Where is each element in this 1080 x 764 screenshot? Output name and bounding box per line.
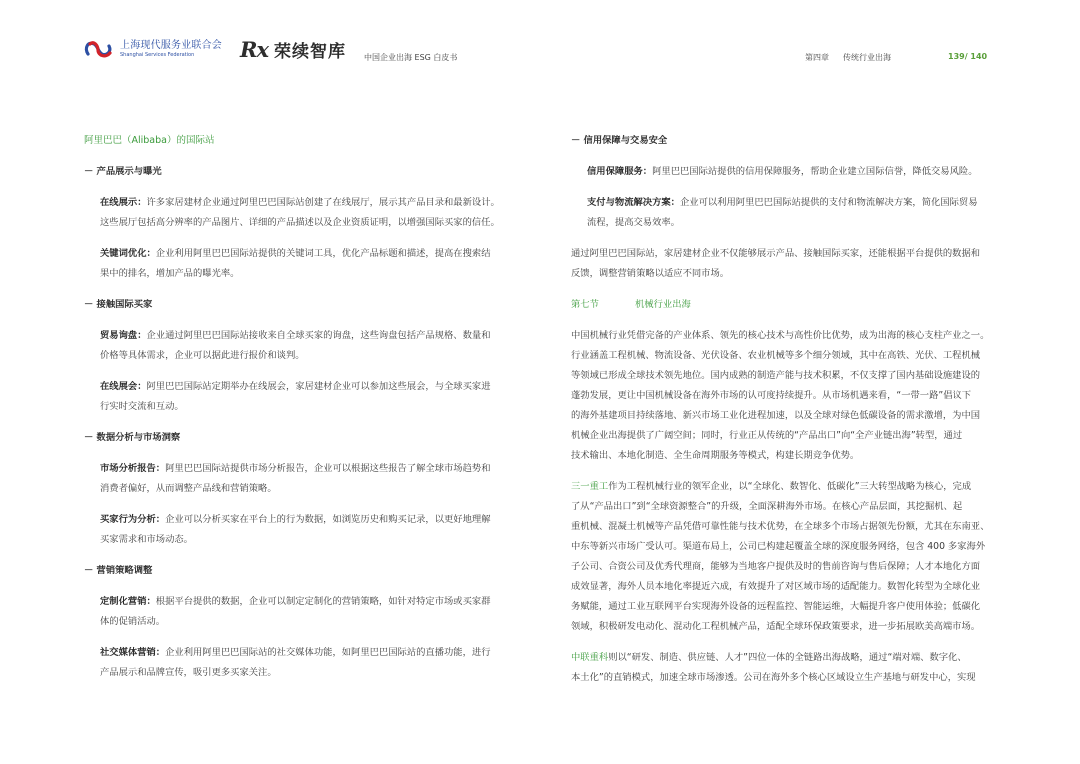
para-credit-service	[571, 162, 1003, 182]
brand-mark: Rx	[240, 36, 268, 62]
label-online-display: 在线展示：	[100, 197, 147, 208]
para-payment-logistics	[571, 193, 1003, 233]
text-line: 务赋能，通过工业互联网平台实现海外设备的远程监控、智能运维，大幅提升客户使用体验；低碳化	[571, 601, 981, 612]
text-line: 体的促销活动。	[100, 616, 166, 627]
text-line: 行实时交流和互动。	[100, 401, 184, 412]
federation-logo	[84, 38, 222, 60]
text-line: 本土化”的直销模式，加速全球市场渗透。公司在海外多个核心区域设立生产基地与研发中心，实现	[571, 672, 976, 683]
section-number: 第七节	[571, 299, 599, 310]
text-line: 企业可以利用阿里巴巴国际站提供的支付和物流解决方案，简化国际贸易	[679, 197, 978, 208]
text-line: 等领域已形成全球技术领先地位。国内成熟的制造产能与技术积累，不仅支撑了国内基础设施建设的	[571, 370, 981, 381]
text-line: 企业通过阿里巴巴国际站接收来自全球买家的询盘，这些询盘包括产品规格、数量和	[146, 330, 491, 341]
text-line: 这些展厅包括高分辨率的产品图片、详细的产品描述以及企业资质证明，以增强国际买家的信任。	[100, 217, 500, 228]
para-online-expo	[84, 377, 516, 417]
right-column	[571, 131, 1003, 688]
text-line: 领域，积极研发电动化、混动化工程机械产品，适配全球环保政策要求，进一步拓展欧美高端市场。	[571, 621, 981, 632]
para-market-report	[84, 459, 516, 499]
para-custom-marketing	[84, 592, 516, 632]
chapter-label	[805, 52, 891, 63]
left-column	[84, 131, 516, 683]
text-line: 技术输出、本地化制造、全生命周期服务等模式，构建长期竞争优势。	[571, 450, 860, 461]
section-heading	[571, 295, 1003, 315]
text-line: 企业利用阿里巴巴国际站提供的关键词工具，优化产品标题和描述，提高在搜索结	[155, 248, 491, 259]
summary-paragraph	[571, 244, 1003, 284]
header-logos	[84, 34, 346, 64]
section-title: 机械行业出海	[635, 299, 691, 310]
text-line: 消费者偏好，从而调整产品线和营销策略。	[100, 483, 277, 494]
text-line: 许多家居建材企业通过阿里巴巴国际站创建了在线展厅，展示其产品目录和最新设计。	[146, 197, 500, 208]
document-title: 中国企业出海 ESG 白皮书	[364, 53, 458, 62]
text-line: 成效显著，海外人员本地化率提近六成，有效提升了对区域市场的适配能力。数智化转型为全球化业	[571, 581, 981, 592]
text-line: 买家需求和市场动态。	[100, 534, 193, 545]
para-social-marketing	[84, 643, 516, 683]
text-line: 重机械、混凝土机械等产品凭借可靠性能与技术优势，在全球多个市场占据领先份额，尤其在东南亚、	[571, 521, 990, 532]
federation-emblem-icon	[84, 38, 114, 60]
text-line: 中国机械行业凭借完备的产业体系、领先的核心技术与高性价比优势，成为出海的核心支柱产业之一。	[571, 330, 990, 341]
text-line: 阿里巴巴国际站定期举办在线展会，家居建材企业可以参加这些展会，与全球买家进	[146, 381, 491, 392]
bullet-data-analysis: － 数据分析与市场洞察	[84, 432, 181, 443]
label-social-marketing: 社交媒体营销：	[100, 647, 166, 658]
text-line: 了从“产品出口”到“全球资源整合”的升级，全面深耕海外市场。在核心产品层面，其挖掘机、起	[571, 501, 963, 512]
bullet-marketing-strategy: － 营销策略调整	[84, 565, 153, 576]
text-line: 流程，提高交易效率。	[587, 217, 680, 228]
bullet-reach-buyers: － 接触国际买家	[84, 299, 153, 310]
sany-paragraph	[571, 477, 1003, 637]
text-line: 果中的排名，增加产品的曝光率。	[100, 268, 240, 279]
text-line: 行业涵盖工程机械、物流设备、光伏设备、农业机械等多个细分领域，其中在高铁、光伏、工程机械	[571, 350, 981, 361]
para-online-display	[84, 193, 516, 233]
company-name-sany: 三一重工	[571, 481, 609, 492]
text-line: 机械企业出海提供了广阔空间；同时，行业正从传统的“产品出口”向“全产业链出海”转型，通过	[571, 430, 963, 441]
text-line: 阿里巴巴国际站提供的信用保障服务，帮助企业建立国际信誉，降低交易风险。	[652, 166, 978, 177]
para-buyer-behavior	[84, 510, 516, 550]
text-line: 产品展示和品牌宣传，吸引更多买家关注。	[100, 667, 277, 678]
label-online-expo: 在线展会：	[100, 381, 147, 392]
chapter-number: 第四章	[805, 53, 829, 62]
text-line: 根据平台提供的数据，企业可以制定定制化的营销策略，如针对特定市场或买家群	[155, 596, 491, 607]
text-line: 通过阿里巴巴国际站，家居建材企业不仅能够展示产品、接触国际买家，还能根据平台提供的数据和	[571, 248, 981, 259]
federation-name-en: Shanghai Services Federation	[120, 51, 195, 58]
label-trade-inquiry: 贸易询盘：	[100, 330, 147, 341]
label-credit-service: 信用保障服务：	[587, 166, 653, 177]
label-market-report: 市场分析报告：	[100, 463, 166, 474]
company-name-zoomlion: 中联重科	[571, 652, 609, 663]
text-line: 企业利用阿里巴巴国际站的社交媒体功能，如阿里巴巴国际站的直播功能，进行	[165, 647, 491, 658]
text-line: 反馈，调整营销策略以适应不同市场。	[571, 268, 730, 279]
text-line: 作为工程机械行业的领军企业，以“全球化、数智化、低碳化”三大转型战略为核心，完成	[608, 481, 972, 492]
text-line: 价格等具体需求，企业可以据此进行报价和谈判。	[100, 350, 305, 361]
text-line: 中东等新兴市场广受认可。渠道布局上，公司已构建起覆盖全球的深度服务网络，包含 400 多家海外	[571, 541, 986, 552]
label-keyword-optimization: 关键词优化：	[100, 248, 156, 259]
bullet-product-display: － 产品展示与曝光	[84, 166, 162, 177]
text-line: 阿里巴巴国际站提供市场分析报告，企业可以根据这些报告了解全球市场趋势和	[165, 463, 491, 474]
label-custom-marketing: 定制化营销：	[100, 596, 156, 607]
text-line: 蓬勃发展，更让中国机械设备在海外市场的认可度持续提升。从市场机遇来看，“一带一路”倡议下	[571, 390, 972, 401]
bullet-credit-security: － 信用保障与交易安全	[571, 135, 668, 146]
text-line: 子公司、合资公司及优秀代理商，能够为当地客户提供及时的售前咨询与售后保障；人才本地化方面	[571, 561, 981, 572]
text-line: 则以“研发、制造、供应链、人才”四位一体的全链路出海战略，通过“端对端、数字化、	[608, 652, 967, 663]
intro-paragraph	[571, 326, 1003, 466]
brand-logo	[240, 37, 346, 62]
label-buyer-behavior: 买家行为分析：	[100, 514, 166, 525]
label-payment-logistics: 支付与物流解决方案：	[587, 197, 680, 208]
text-line: 的海外基建项目持续落地、新兴市场工业化进程加速，以及全球对绿色低碳设备的需求激增，为中国	[571, 410, 981, 421]
alibaba-heading: 阿里巴巴（Alibaba）的国际站	[84, 135, 215, 146]
brand-name: 荣续智库	[273, 41, 346, 62]
para-keyword-optimization	[84, 244, 516, 284]
para-trade-inquiry	[84, 326, 516, 366]
zoomlion-paragraph	[571, 648, 1003, 688]
page-number: 139/ 140	[948, 52, 988, 61]
chapter-section: 传统行业出海	[843, 53, 891, 62]
text-line: 企业可以分析买家在平台上的行为数据，如浏览历史和购买记录，以更好地理解	[165, 514, 491, 525]
federation-name-cn: 上海现代服务业联合会	[120, 39, 222, 51]
